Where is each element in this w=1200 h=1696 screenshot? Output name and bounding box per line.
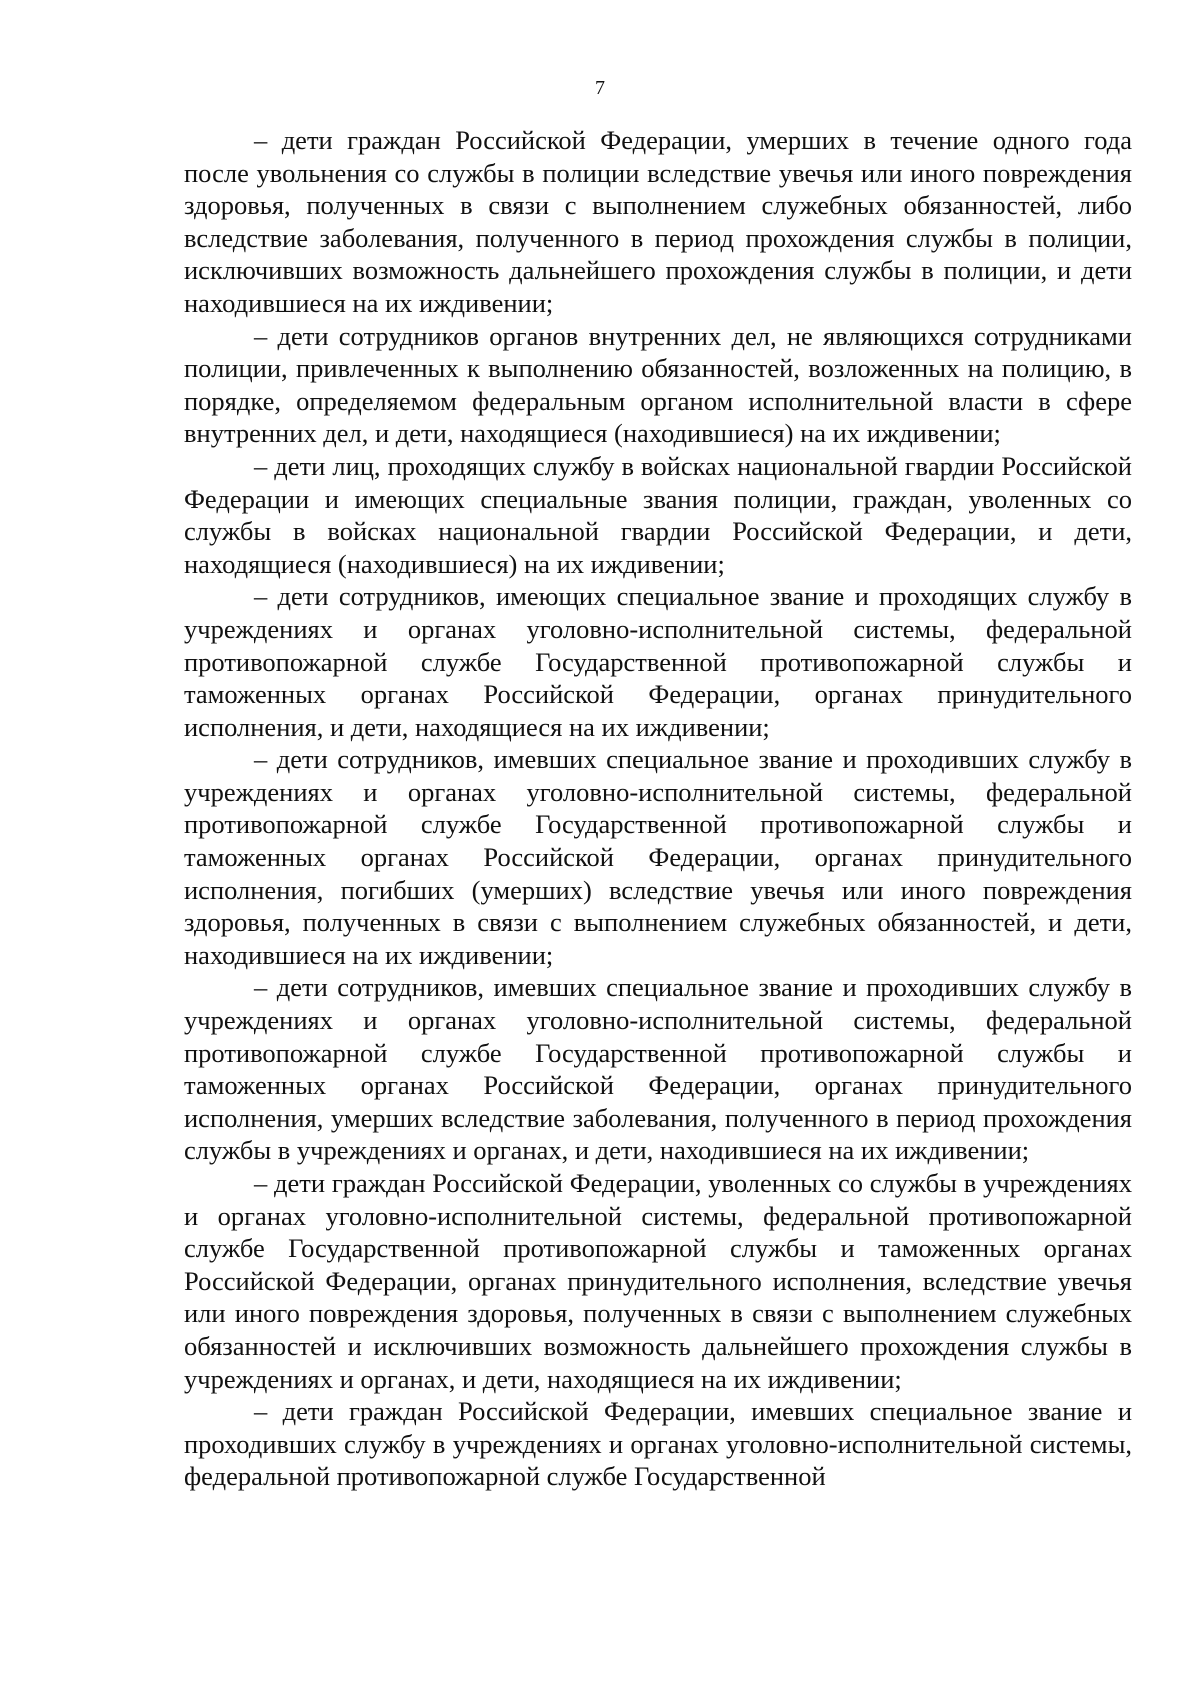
paragraph: – дети сотрудников, имеющих специальное звание и проходящих службу в учреждениях и органах уголовно-исполнительной системы, федеральной противопожарной службе Государственной противопожарной службы и таможенных органах Российской Федерации, органах принудительного исполнения, и дети, находящиеся на их иждивении; bbox=[184, 581, 1132, 742]
paragraph: – дети граждан Российской Федерации, имевших специальное звание и проходивших службу в учреждениях и органах уголовно-исполнительной системы, федеральной противопожарной службе Государственной bbox=[184, 1396, 1132, 1492]
page-number: 7 bbox=[595, 77, 605, 99]
paragraph: – дети граждан Российской Федерации, уволенных со службы в учреждениях и органах уголовно-исполнительной системы, федеральной противопожарной службе Государственной противопожарной службы и таможенных органах Российской Федерации, органах принудительного исполнения, вследствие увечья или иного повреждения здоровья, полученных в связи с выполнением служебных обязанностей и исключивших возможность дальнейшего прохождения службы в учреждениях и органах, и дети, находящиеся на их иждивении; bbox=[184, 1168, 1132, 1394]
paragraph: – дети сотрудников органов внутренних дел, не являющихся сотрудниками полиции, привлеченных к выполнению обязанностей, возложенных на полицию, в порядке, определяемом федеральным органом исполнительной власти в сфере внутренних дел, и дети, находящиеся (находившиеся) на их иждивении; bbox=[184, 320, 1132, 449]
document-body bbox=[184, 124, 1132, 1493]
paragraph: – дети лиц, проходящих службу в войсках национальной гвардии Российской Федерации и имеющих специальные звания полиции, граждан, уволенных со службы в войсках национальной гвардии Российской Федерации, и дети, находящиеся (находившиеся) на их иждивении; bbox=[184, 450, 1132, 579]
paragraph: – дети граждан Российской Федерации, умерших в течение одного года после увольнения со службы в полиции вследствие увечья или иного повреждения здоровья, полученных в связи с выполнением служебных обязанностей, либо вследствие заболевания, полученного в период прохождения службы в полиции, исключивших возможность дальнейшего прохождения службы в полиции, и дети находившиеся на их иждивении; bbox=[184, 125, 1132, 318]
paragraph: – дети сотрудников, имевших специальное звание и проходивших службу в учреждениях и органах уголовно-исполнительной системы, федеральной противопожарной службе Государственной противопожарной службы и таможенных органах Российской Федерации, органах принудительного исполнения, умерших вследствие заболевания, полученного в период прохождения службы в учреждениях и органах, и дети, находившиеся на их иждивении; bbox=[184, 972, 1132, 1166]
paragraph: – дети сотрудников, имевших специальное звание и проходивших службу в учреждениях и органах уголовно-исполнительной системы, федеральной противопожарной службе Государственной противопожарной службы и таможенных органах Российской Федерации, органах принудительного исполнения, погибших (умерших) вследствие увечья или иного повреждения здоровья, полученных в связи с выполнением служебных обязанностей, и дети, находившиеся на их иждивении; bbox=[184, 744, 1132, 970]
